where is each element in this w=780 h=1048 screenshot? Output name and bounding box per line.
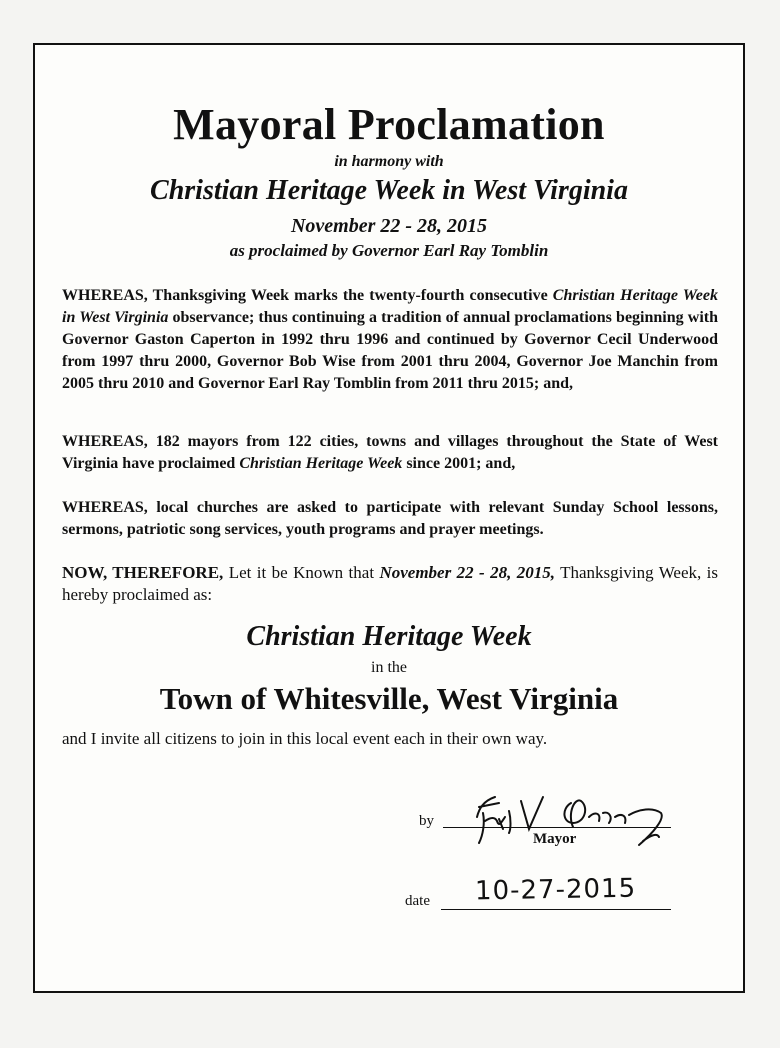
mayor-title: Mayor: [533, 831, 577, 847]
therefore-lead: NOW, THEREFORE,: [62, 563, 224, 582]
governor-line: as proclaimed by Governor Earl Ray Tomblin: [229, 241, 549, 260]
handwritten-date: 10-27-2015: [474, 873, 637, 907]
paragraph-text: 182 mayors from 122 cities, towns and villages throughout the State of West Virginia have proclaimed: [62, 433, 718, 472]
signature-line: [443, 827, 671, 828]
proclamation-document: [33, 43, 745, 993]
event-dates: November 22 - 28, 2015: [290, 215, 488, 237]
in-the-text: in the: [371, 659, 407, 676]
whereas-lead: WHEREAS,: [62, 287, 148, 304]
invitation-text: and I invite all citizens to join in this local event each in their own way.: [62, 729, 548, 748]
whereas-lead: WHEREAS,: [62, 499, 148, 516]
whereas-paragraph-3: [62, 497, 718, 541]
paragraph-text: since 2001; and,: [402, 455, 516, 472]
document-title: Mayoral Proclamation: [173, 100, 605, 149]
paragraph-italic: Christian Heritage Week in West Virginia: [62, 287, 718, 326]
declared-week-name: Christian Heritage Week: [246, 621, 532, 652]
whereas-lead: WHEREAS,: [62, 433, 148, 450]
paragraph-text: local churches are asked to participate with relevant Sunday School lessons, sermons, patriotic song services, youth programs and prayer meetings.: [62, 499, 718, 538]
event-name: Christian Heritage Week in West Virginia: [150, 175, 628, 206]
paragraph-text: Thanksgiving Week marks the twenty-fourth consecutive: [147, 287, 553, 304]
harmony-subtitle: in harmony with: [334, 153, 444, 170]
mayor-signature: [439, 783, 679, 863]
whereas-paragraph-2: [62, 431, 718, 475]
date-line: [441, 909, 671, 910]
whereas-paragraph-1: [62, 285, 718, 395]
paragraph-text: Thanksgiving Week, is hereby proclaimed as:: [62, 563, 718, 604]
therefore-paragraph: [62, 562, 718, 606]
by-label: by: [419, 813, 434, 829]
paragraph-italic: Christian Heritage Week: [239, 455, 403, 472]
paragraph-text: Let it be Known that: [223, 563, 380, 582]
paragraph-dates: November 22 - 28, 2015,: [379, 563, 556, 582]
paragraph-text: observance; thus continuing a tradition of annual proclamations beginning with Governor Gaston Caperton in 1992 thru 1996 and continued by Governor Cecil Underwood from 1997 thru 2000, Governor Bob Wise from 2001 thru 2004, Governor Joe Manchin from 2005 thru 2010 and Governor Earl Ray Tomblin from 2011 thru 2015; and,: [62, 309, 718, 392]
town-name: Town of Whitesville, West Virginia: [159, 681, 619, 716]
date-label: date: [405, 893, 430, 909]
